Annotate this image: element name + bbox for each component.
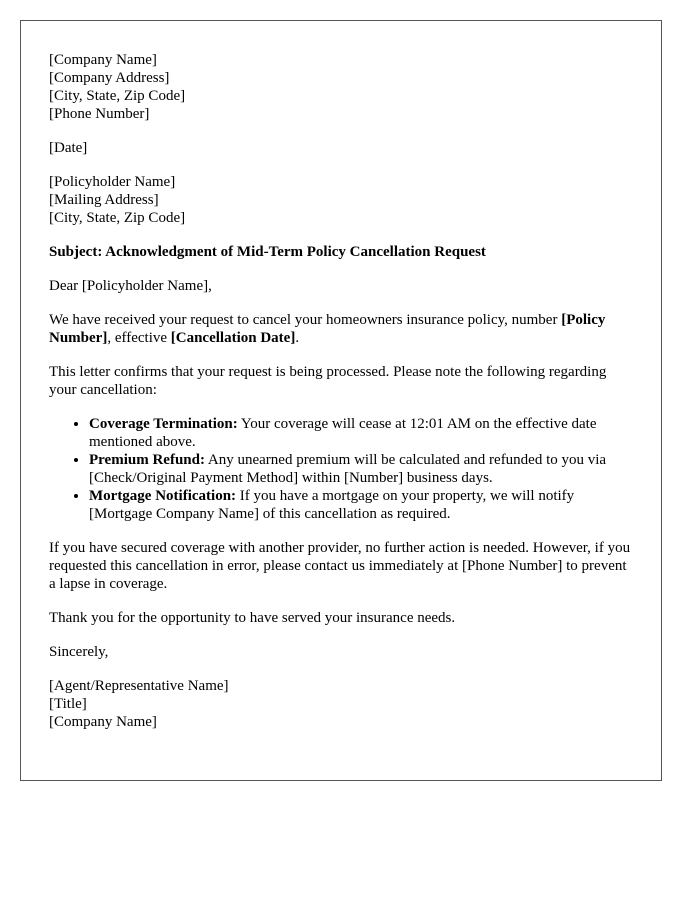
intro-text-after: . [295,330,300,346]
bullet-text: Your coverage will cease at 12:01 AM on the effective date mentioned above. [89,416,597,450]
policy-number: [Policy Number] [49,312,606,346]
recipient-address-block [49,173,633,227]
closing: Sincerely, [49,644,109,660]
recipient-city-state-zip: [City, State, Zip Code] [49,210,186,226]
recipient-name: [Policyholder Name] [49,174,176,190]
bullet-text: If you have a mortgage on your property, we will notify [Mortgage Company Name] of this cancellation as required. [89,488,575,522]
salutation: Dear [Policyholder Name], [49,278,212,294]
confirm-paragraph: This letter confirms that your request is being processed. Please note the following regarding your cancellation: [49,364,607,398]
intro-text-middle: , effective [107,330,171,346]
letter-date: [Date] [49,140,88,156]
sender-address-block [49,51,633,123]
letter-page [20,20,662,781]
signature-block [49,677,633,731]
sender-company-address: [Company Address] [49,70,170,86]
intro-text-before: We have received your request to cancel your homeowners insurance policy, number [49,312,562,328]
sender-company-name: [Company Name] [49,52,157,68]
bullet-title: Coverage Termination: [89,416,238,432]
signature-name: [Agent/Representative Name] [49,678,229,694]
subject-line: Subject: Acknowledgment of Mid-Term Policy Cancellation Request [49,244,486,260]
list-item-mortgage-notification [89,487,633,523]
bullet-title: Mortgage Notification: [89,488,237,504]
cancellation-date: [Cancellation Date] [170,330,296,346]
secured-coverage-paragraph: If you have secured coverage with another provider, no further action is needed. However, if you requested this cancellation in error, please contact us immediately at [Phone Number] to prevent a lapse in coverage. [49,540,631,592]
sender-city-state-zip: [City, State, Zip Code] [49,88,186,104]
list-item-premium-refund [89,451,633,487]
signature-company: [Company Name] [49,714,157,730]
thanks-paragraph: Thank you for the opportunity to have served your insurance needs. [49,610,456,626]
recipient-mailing-address: [Mailing Address] [49,192,159,208]
bullet-title: Premium Refund: [89,452,205,468]
cancellation-details-list [49,415,633,523]
signature-title: [Title] [49,696,87,712]
sender-phone: [Phone Number] [49,106,150,122]
bullet-text: Any unearned premium will be calculated and refunded to you via [Check/Original Payment Method] within [Number] business days. [89,452,607,486]
list-item-coverage-termination [89,415,633,451]
intro-paragraph [49,311,633,347]
